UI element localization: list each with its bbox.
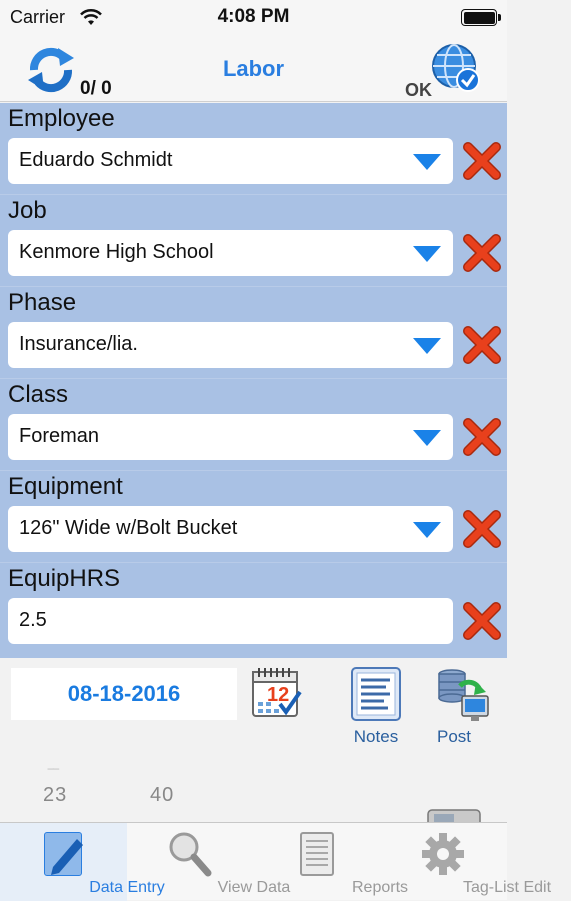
clear-x-icon[interactable] [461,508,503,550]
clear-x-icon[interactable] [461,600,503,642]
labor-form [0,103,507,658]
carrier-label: Carrier [10,7,66,27]
device-icon[interactable] [426,808,482,822]
tab-label: Data Entry [89,879,165,896]
equiphrs-input[interactable] [8,598,453,644]
employee-label: Employee [8,105,115,132]
notes-button-label[interactable]: Notes [353,727,399,746]
gear-icon [417,829,469,879]
equipment-value: 126" Wide w/Bolt Bucket [19,517,238,539]
employee-value: Eduardo Schmidt [19,149,173,171]
date-field[interactable]: 08-18-2016 [11,668,237,720]
tab-tag-list-edit[interactable] [380,823,552,901]
job-label: Job [8,197,47,224]
dropdown-arrow-icon[interactable] [413,430,441,446]
employee-dropdown[interactable] [8,138,453,184]
tab-label: Reports [351,879,409,896]
post-upload-icon[interactable] [434,666,492,724]
calendar-day: 12 [267,684,290,706]
clear-x-icon[interactable] [461,140,503,182]
equiphrs-label: EquipHRS [8,565,121,592]
class-value: Foreman [19,425,100,447]
page-title: Labor [222,56,285,81]
equipment-label: Equipment [8,473,123,500]
picker-faded-value: ‾‾ [48,768,59,785]
equipment-dropdown[interactable] [8,506,453,552]
divider [0,194,507,195]
dropdown-arrow-icon[interactable] [413,246,441,262]
record-counter: 0/ 0 [80,78,112,99]
picker-minutes[interactable]: 40 [150,784,175,806]
dropdown-arrow-icon[interactable] [413,338,441,354]
tab-view-data[interactable] [127,823,291,901]
tab-label: View Data [217,879,291,896]
clear-x-icon[interactable] [461,324,503,366]
globe-check-icon[interactable] [430,42,482,94]
dropdown-arrow-icon[interactable] [413,522,441,538]
tab-label: Tag-List Edit [462,879,552,896]
clock: 4:08 PM [217,6,290,27]
divider [0,378,507,379]
class-dropdown[interactable] [8,414,453,460]
job-value: Kenmore High School [19,241,214,263]
calendar-icon[interactable] [250,666,302,720]
magnifier-icon [164,829,216,879]
picker-hours[interactable]: 23 [43,784,68,806]
nav-header [0,36,507,102]
tab-bar [0,822,552,900]
class-label: Class [8,381,69,408]
tab-reports[interactable] [254,823,409,901]
action-area [0,658,507,822]
divider [0,286,507,287]
divider [0,470,507,471]
dropdown-arrow-icon[interactable] [413,154,441,170]
phase-value: Insurance/lia. [19,333,138,355]
ok-label[interactable]: OK [405,80,432,100]
notes-icon[interactable] [350,666,402,722]
clear-x-icon[interactable] [461,416,503,458]
tab-data-entry[interactable] [0,823,165,901]
post-button-label[interactable]: Post [436,727,472,746]
data-entry-icon [37,829,89,879]
equiphrs-value: 2.5 [19,609,47,631]
clear-x-icon[interactable] [461,232,503,274]
phase-label: Phase [8,289,77,316]
job-dropdown[interactable] [8,230,453,276]
status-bar [0,0,507,36]
phase-dropdown[interactable] [8,322,453,368]
divider [0,562,507,563]
battery-icon [461,9,497,26]
report-icon [291,829,343,879]
